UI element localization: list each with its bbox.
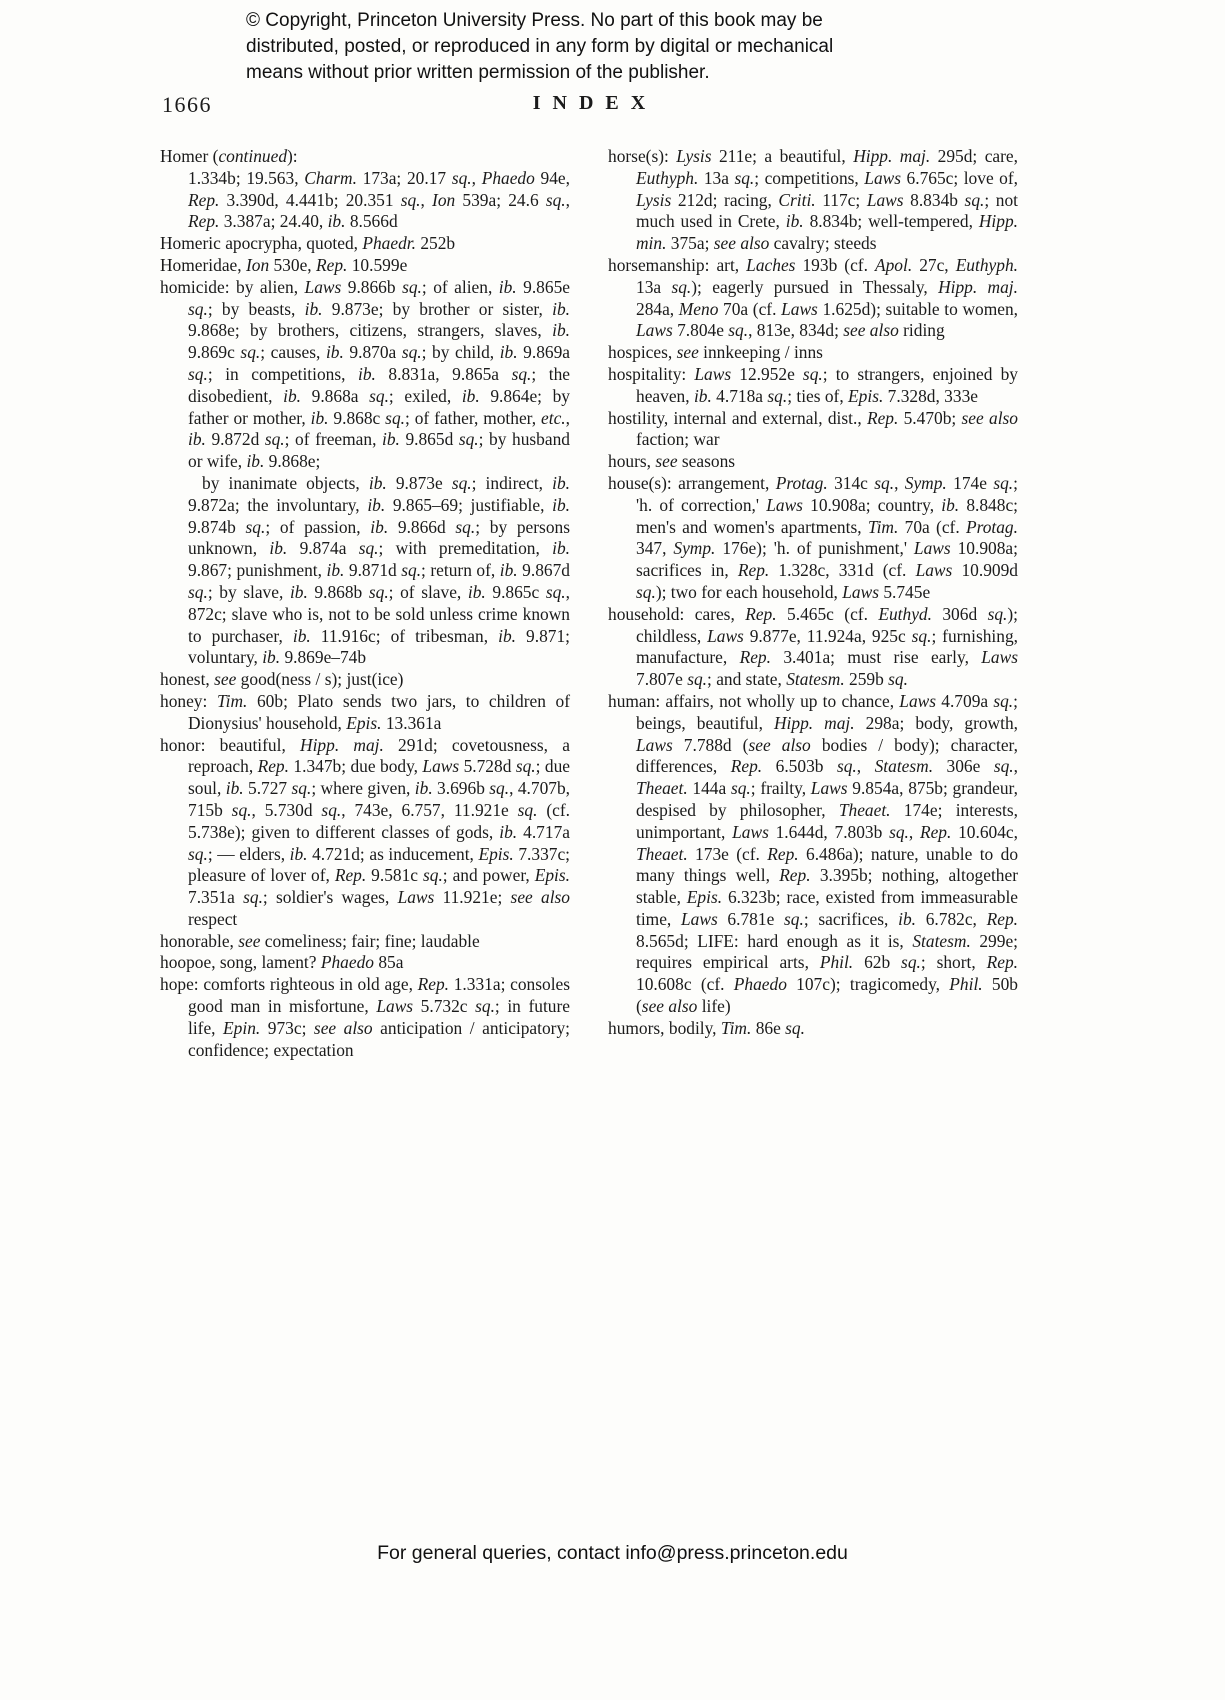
index-entry: 1.334b; 19.563, Charm. 173a; 20.17 sq., Phaedo 94e, Rep. 3.390d, 4.441b; 20.351 sq., Ion 539a; 24.6 sq., Rep. 3.387a; 24.40, ib. 8.566d bbox=[188, 167, 570, 232]
index-entry: homicide: by alien, Laws 9.866b sq.; of alien, ib. 9.865e sq.; by beasts, ib. 9.873e; by brother or sister, ib. 9.868e; by brothers, citizens, strangers, slaves, ib. 9.869c sq.; causes, ib. 9.870a sq.; by child, ib. 9.869a sq.; in competitions, ib. 8.831a, 9.865a sq.; the disobedient, ib. 9.868a sq.; exiled, ib. 9.864e; by father or mother, ib. 9.868c sq.; of father, mother, etc., ib. 9.872d sq.; of freeman, ib. 9.865d sq.; by husband or wife, ib. 9.868e; bbox=[160, 276, 571, 472]
index-entry: honest, see good(ness / s); just(ice) bbox=[160, 669, 404, 690]
index-entry: honor: beautiful, Hipp. maj. 291d; covetousness, a reproach, Rep. 1.347b; due body, Laws 5.728d sq.; due soul, ib. 5.727 sq.; where given, ib. 3.696b sq., 4.707b, 715b sq., 5.730d sq., 743e, 6.757, 11.921e sq. (cf. 5.738e); given to different classes of gods, ib. 4.717a sq.; — elders, ib. 4.721d; as inducement, Epis. 7.337c; pleasure of lover of, Rep. 9.581c sq.; and power, Epis. 7.351a sq.; soldier's wages, Laws 11.921e; see also respect bbox=[160, 734, 571, 929]
index-entry: human: affairs, not wholly up to chance, Laws 4.709a sq.; beings, beautiful, Hipp. maj. 298a; body, growth, Laws 7.788d (see also bodies / body); character, differences, Rep. 6.503b sq., Statesm. 306e sq., Theaet. 144a sq.; frailty, Laws 9.854a, 875b; grandeur, despised by philosopher, Theaet. 174e; interests, unimportant, Laws 1.644d, 7.803b sq., Rep. 10.604c, Theaet. 173e (cf. Rep. 6.486a); nature, unable to do many things well, Rep. 3.395b; nothing, altogether stable, Epis. 6.323b; race, existed from immeasurable time, Laws 6.781e sq.; sacrifices, ib. 6.782c, Rep. 8.565d; LIFE: hard enough as it is, Statesm. 299e; requires empirical arts, Phil. 62b sq.; short, Rep. 10.608c (cf. Phaedo 107c); tragicomedy, Phil. 50b (see also life) bbox=[608, 690, 1019, 1017]
index-entry: Homeridae, Ion 530e, Rep. 10.599e bbox=[160, 254, 408, 275]
index-entry: hope: comforts righteous in old age, Rep. 1.331a; consoles good man in misfortune, Laws 5.732c sq.; in future life, Epin. 973c; see also anticipation / anticipatory; confidence; expectation bbox=[160, 974, 571, 1060]
index-entry: honey: Tim. 60b; Plato sends two jars, to children of Dionysius' household, Epis. 13.361a bbox=[160, 690, 570, 733]
index-entry: humors, bodily, Tim. 86e sq. bbox=[608, 1017, 805, 1038]
index-entry: hoopoe, song, lament? Phaedo 85a bbox=[160, 952, 404, 973]
copyright-line: © Copyright, Princeton University Press. No part of this book may be bbox=[246, 10, 823, 31]
index-entry: horse(s): Lysis 211e; a beautiful, Hipp. maj. 295d; care, Euthyph. 13a sq.; competitions, Laws 6.765c; love of, Lysis 212d; racing, Criti. 117c; Laws 8.834b sq.; not much used in Crete, ib. 8.834b; well-tempered, Hipp. min. 375a; see also cavalry; steeds bbox=[608, 146, 1019, 254]
footer-contact: For general queries, contact info@press.princeton.edu bbox=[377, 1542, 848, 1564]
page-number: 1666 bbox=[162, 92, 212, 117]
index-column-left bbox=[160, 146, 570, 1061]
index-entry: by inanimate objects, ib. 9.873e sq.; indirect, ib. 9.872a; the involuntary, ib. 9.865–69; justifiable, ib. 9.874b sq.; of passion, ib. 9.866d sq.; by persons unknown, ib. 9.874a sq.; with premeditation, ib. 9.867; punishment, ib. 9.871d sq.; return of, ib. 9.867d sq.; by slave, ib. 9.868b sq.; of slave, ib. 9.865c sq., 872c; slave who is, not to be sold unless crime known to purchaser, ib. 11.916c; of tribesman, ib. 9.871; voluntary, ib. 9.869e–74b bbox=[188, 472, 570, 668]
index-entry: hostility, internal and external, dist., Rep. 5.470b; see also faction; war bbox=[608, 407, 1018, 450]
index-entry: household: cares, Rep. 5.465c (cf. Euthyd. 306d sq.); childless, Laws 9.877e, 11.924a, 925c sq.; furnishing, manufacture, Rep. 3.401a; must rise early, Laws 7.807e sq.; and state, Statesm. 259b sq. bbox=[608, 603, 1018, 690]
index-entry: hospices, see innkeeping / inns bbox=[608, 342, 823, 363]
index-entry: Homer (continued): bbox=[160, 146, 298, 166]
index-column-right bbox=[608, 146, 1018, 1040]
index-entry: house(s): arrangement, Protag. 314c sq., Symp. 174e sq.; 'h. of correction,' Laws 10.908a; country, ib. 8.848c; men's and women's apartments, Tim. 70a (cf. Protag. 347, Symp. 176e); 'h. of punishment,' Laws 10.908a; sacrifices in, Rep. 1.328c, 331d (cf. Laws 10.909d sq.); two for each household, Laws 5.745e bbox=[608, 472, 1018, 602]
index-entry: Homeric apocrypha, quoted, Phaedr. 252b bbox=[160, 233, 456, 254]
index-entry: horsemanship: art, Laches 193b (cf. Apol. 27c, Euthyph. 13a sq.); eagerly pursued in Thessaly, Hipp. maj. 284a, Meno 70a (cf. Laws 1.625d); suitable to women, Laws 7.804e sq., 813e, 834d; see also riding bbox=[608, 254, 1018, 341]
index-entry: hospitality: Laws 12.952e sq.; to strangers, enjoined by heaven, ib. 4.718a sq.; ties of, Epis. 7.328d, 333e bbox=[608, 363, 1018, 406]
copyright-line: means without prior written permission of the publisher. bbox=[246, 62, 710, 83]
copyright-notice bbox=[246, 8, 906, 86]
index-entry: hours, see seasons bbox=[608, 451, 736, 472]
page-header bbox=[160, 90, 1018, 120]
page-title: INDEX bbox=[532, 92, 658, 114]
index-columns bbox=[160, 146, 1018, 1061]
copyright-line: distributed, posted, or reproduced in any form by digital or mechanical bbox=[246, 36, 834, 57]
index-entry: honorable, see comeliness; fair; fine; laudable bbox=[160, 930, 480, 951]
